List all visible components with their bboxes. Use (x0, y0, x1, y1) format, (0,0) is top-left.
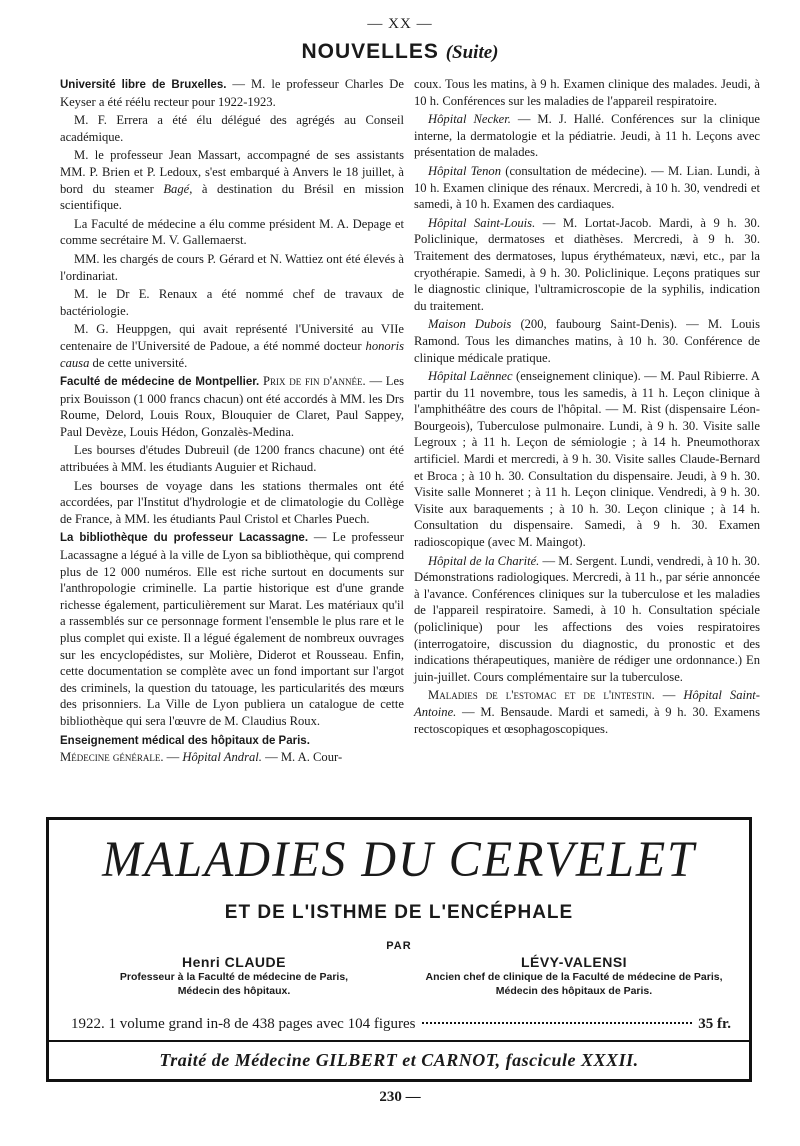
news-text: — M. A. Cour- (261, 750, 343, 765)
right-column (414, 76, 760, 739)
news-item-enseignement (60, 732, 404, 766)
news-paragraph: MM. les chargés de cours P. Gérard et N. Wattiez ont été élevés à l'ordinariat. (60, 251, 404, 283)
dash: — (654, 688, 684, 703)
news-text: — M. Bensaude. Mardi et samedi, à 9 h. 30. Examens rectoscopiques et œsophagoscopiques. (414, 704, 760, 736)
left-column (60, 76, 404, 768)
news-paragraph-heuppgen (60, 321, 404, 371)
hospital-necker (414, 111, 760, 161)
news-text: — M. J. Hallé. Conférences sur la clinique interne, la dermatologie et la pédiatrie. Jeudi, à 11 h. Leçons avec présentation de malades. (414, 112, 760, 160)
author-name: Henri CLAUDE (181, 954, 286, 970)
section-title-text: NOUVELLES (301, 40, 439, 63)
news-text: (200, faubourg Saint-Denis). — M. Louis Ramond. Tous les dimanches matins, à 10 h. 30. Conférence de clinique médicale pratique. (414, 317, 760, 365)
news-subheading: Maladies de l'estomac et de l'intestin. (428, 688, 655, 703)
news-item-bruxelles (60, 76, 404, 110)
book-advertisement (46, 817, 752, 1082)
roman-page-number: — XX — (367, 16, 433, 32)
ad-author-levy-valensi (409, 954, 739, 998)
hospital-name: Hôpital Tenon (428, 163, 502, 178)
author-affiliation: Médecin des hôpitaux. (177, 985, 291, 997)
ship-name: Bagé (163, 181, 190, 196)
news-paragraph: M. le Dr E. Renaux a été nommé chef de travaux de bactériologie. (60, 287, 404, 318)
hospital-name: Hôpital Necker. (428, 112, 511, 127)
hospital-laennec (414, 368, 760, 551)
maison-dubois (414, 316, 760, 366)
news-text: — Le professeur Lacassagne a légué à la ville de Lyon sa bibliothèque, qui comprend plus de 12 000 numéros. Elle est riche surtout en documents sur l'anthropologie criminelle. La partie historique est d'une grande richesse également, particulièrement sur Marat. Les matériaux qu'il a rassemblés sur ce personnage forment l'ensemble le plus rare et le plus complet qui existe. Il a légué également de nombreux ouvrages sur les encyclopédistes, sur Molière, Diderot et Rousseau. Enfin, cette documentation se complète avec un fond important sur l'argot des criminels, la question du tatouage, les particularités des mœurs des prisonniers. La Ville de Lyon publiera un catalogue de cette bibliothèque qui sera l'œuvre de M. Claudius Roux. (60, 530, 404, 728)
news-subheading: Prix de fin d'année. (259, 374, 366, 389)
news-text: (consultation de médecine). — M. Lian. Lundi, à 10 h. Examen clinique des rénaux. Mercredi, à 10 h. 30, vendredi et samedi, à 10 h. Examen des cardiaques. (414, 163, 760, 212)
news-text: — Les prix Bouisson (1 000 francs chacun) ont été accordés à MM. les Drs Roume, Delord, Louis Roux, Blouquier de Claret, Paul Sappey, Paul Devèze, Louis Hédon, Gonzalès-Medina. (60, 374, 404, 439)
hospital-name: Hôpital de la Charité. (428, 553, 540, 568)
news-heading: Université libre de Bruxelles. (60, 79, 227, 91)
hospital-tenon (414, 163, 760, 213)
dash: — (163, 750, 183, 765)
news-paragraph: M. F. Errera a été élu délégué des agrégés au Conseil académique. (60, 113, 404, 144)
news-heading: Faculté de médecine de Montpellier. (60, 376, 260, 389)
news-paragraph-massart (60, 147, 404, 213)
section-title-suite: (Suite) (445, 42, 499, 63)
hospital-charite (414, 553, 760, 686)
author-affiliation: Médecin des hôpitaux de Paris. (495, 985, 653, 997)
ad-par: PAR (386, 940, 412, 952)
ad-series: Traité de Médecine GILBERT et CARNOT, fascicule XXXII. (159, 1050, 639, 1070)
author-affiliation: Ancien chef de clinique de la Faculté de médecine de Paris, (425, 971, 723, 983)
news-item-montpellier (60, 373, 404, 440)
ad-volume-info: 1922. 1 volume grand in-8 de 438 pages avec 104 figures (71, 1016, 416, 1032)
hospital-name: Hôpital Saint-Antoine. (414, 688, 760, 719)
news-text: de cette université. (89, 355, 188, 370)
ad-author-claude (99, 954, 369, 998)
news-paragraph: Les bourses d'études Dubreuil (de 1200 francs chacune) ont été attribuées à MM. les étudiants Auguier et Richaud. (60, 443, 404, 475)
hospital-name: Hôpital Andral. (182, 750, 262, 765)
news-subheading: Médecine générale. (60, 750, 164, 765)
hospital-name: Hôpital Laënnec (428, 369, 513, 384)
ad-volume-line (71, 1016, 731, 1033)
hospital-saint-louis (414, 215, 760, 315)
news-item-lacassagne (60, 529, 404, 729)
maladies-estomac (414, 687, 760, 737)
ad-book-title: MALADIES DU CERVELET (102, 831, 696, 888)
news-text: M. G. Heuppgen, qui avait représenté l'Université au VIIe centenaire de l'Université de Padoue, a été nommé docteur (60, 322, 404, 353)
news-text: M. le professeur Jean Massart, accompagné de ses assistants MM. P. Brien et P. Ledoux, s'est embarqué à Anvers le 18 juillet, à bord du steamer (60, 148, 404, 196)
hospital-name: Maison Dubois (428, 317, 512, 332)
hospital-name: Hôpital Saint-Louis. (428, 215, 536, 230)
dotted-leader (422, 1022, 693, 1024)
section-title (0, 40, 800, 64)
news-text: — M. Sergent. Lundi, vendredi, à 10 h. 30. Démonstrations radiologiques. Mercredi, à 11 h., par série annoncée à l'avance. Conférences cliniques sur la tuberculose et les maladies de l'appareil respiratoire. Samedi, à 10 h. Consultation spéciale (policlinique) pour les affections des voies respiratoires (interrogatoire, discussion du diagnostic, du pronostic et des indications thérapeutiques, manière de rédiger une ordonnance.) En juin-juillet. Cours complémentaire sur la tuberculose. (414, 553, 760, 684)
news-paragraph: Les bourses de voyage dans les stations thermales ont été accordées, par l'Institut d'hydrologie et de climatologie du Collège de France, à MM. les étudiants Paul Cristol et Charles Puech. (60, 478, 404, 526)
author-affiliation: Professeur à la Faculté de médecine de Paris, (119, 971, 349, 983)
news-text: — M. le professeur Charles De Keyser a été réélu recteur pour 1922-1923. (60, 77, 404, 109)
news-heading: Enseignement médical des hôpitaux de Paris. (60, 734, 310, 747)
ad-divider (49, 1040, 749, 1042)
news-text: , à destination du Brésil en mission scientifique. (60, 181, 404, 213)
news-paragraph: coux. Tous les matins, à 9 h. Examen clinique des malades. Jeudi, à 10 h. Conférences sur les maladies de l'appareil respiratoire. (414, 77, 760, 108)
news-paragraph: La Faculté de médecine a élu comme président M. A. Depage et comme secrétaire M. V. Gallemaerst. (60, 216, 404, 248)
ad-book-subtitle: ET DE L'ISTHME DE L'ENCÉPHALE (224, 902, 574, 923)
news-text: — M. Lortat-Jacob. Mardi, à 9 h. 30. Policlinique, dermatoses et diathèses. Mercredi, à 9 h. 30. Traitement des dermatoses, lupus érythémateux, nævi, etc., par la cryothérapie. Samedi, à 9 h. 30. Policlinique. Leçons pratiques sur le diagnostic clinique, l'ultramicroscopie de la syphilis, indication du traitement. (414, 215, 760, 313)
latin-phrase: honoris causa (60, 338, 405, 370)
news-heading: La bibliothèque du professeur Lacassagne. (60, 532, 309, 545)
ad-price: 35 fr. (698, 1016, 731, 1032)
news-text: (enseignement clinique). — M. Paul Ribierre. A partir du 11 novembre, tous les samedis, à 11 h. Leçon clinique à l'amphithéâtre des cours de l'hôpital. — M. Rist (dispensaire Léon-Bourgeois), Tuberculose pulmonaire. Lundi, à 9 h. 30. Visite salle Legroux ; à 11 h. Leçon de sémiologie ; à 14 h. Pneumothorax artificiel. Mardi et mercredi, à 9 h. 30. Visite salles Claude-Bernard et Broca ; à 10 h. 30. Consultation du dispensaire. Jeudi, à 9 h. 30. Visite salle Monneret ; à 11 h. Leçon clinique. Vendredi, à 9 h. 30. Visite aux baraquements ; à 10 h. 30. Leçon clinique ; à 14 h. Consultation du dispensaire. Samedi, à 9 h. 30. Examen radioscopique (avec M. Maingot). (414, 369, 761, 550)
author-name: LÉVY-VALENSI (520, 954, 628, 970)
page-number: 230 — (379, 1089, 421, 1105)
